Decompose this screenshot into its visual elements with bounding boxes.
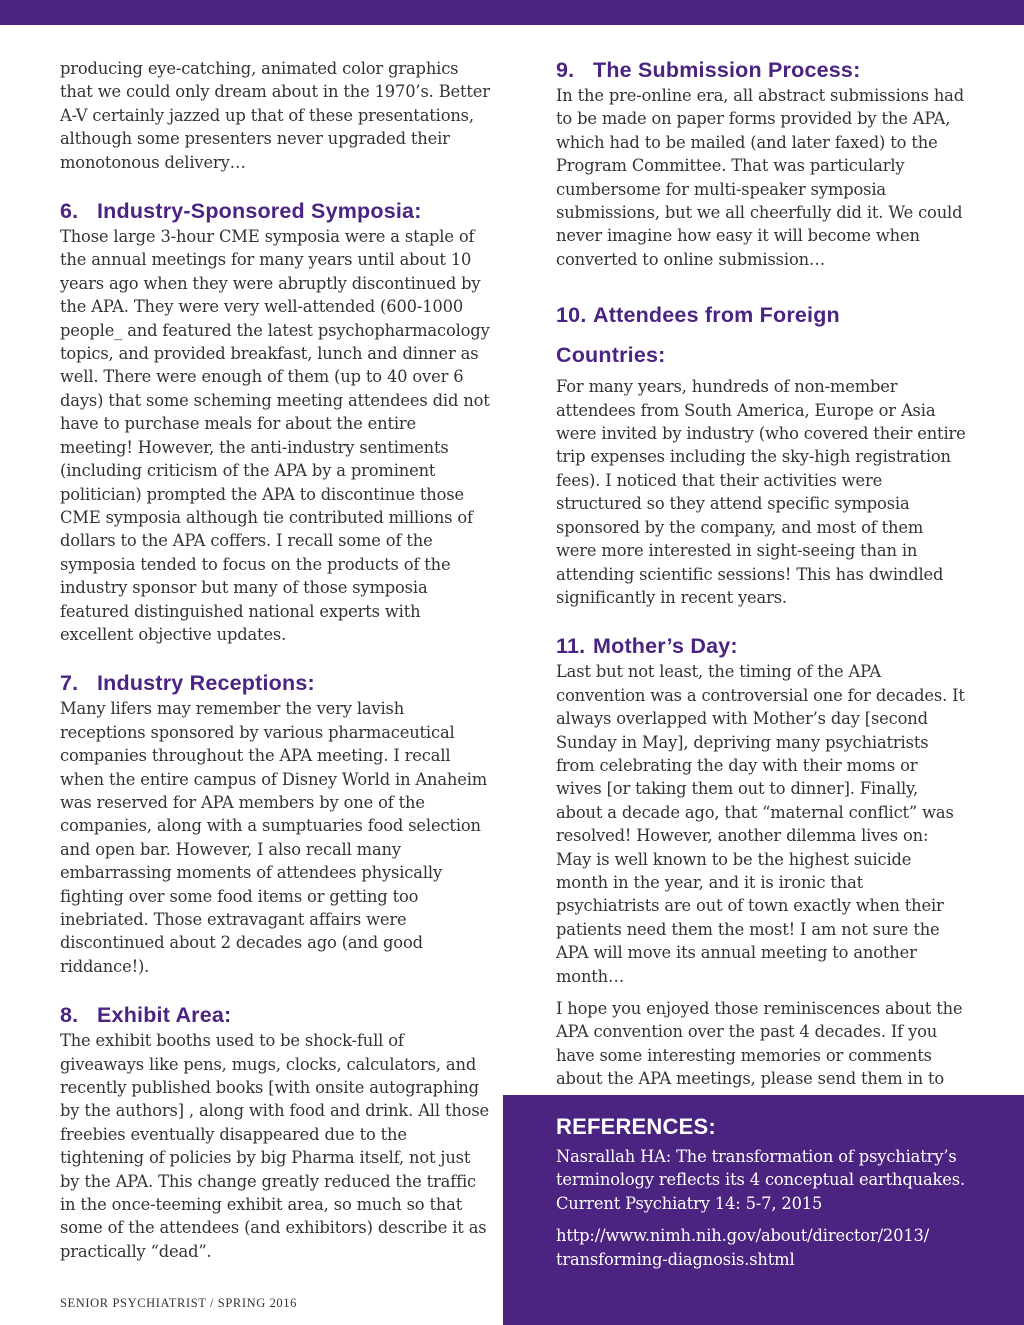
section-9-title: The Submission Process: xyxy=(593,58,861,82)
section-10-heading xyxy=(556,295,968,375)
section-7-number: 7. xyxy=(60,671,79,696)
section-6-heading xyxy=(60,198,490,225)
section-8-title: Exhibit Area: xyxy=(97,1003,232,1028)
references-box xyxy=(503,1095,1024,1325)
section-9-number: 9. xyxy=(556,58,575,82)
section-8-number: 8. xyxy=(60,1003,79,1028)
page-footer: SENIOR PSYCHIATRIST / SPRING 2016 xyxy=(60,1296,297,1310)
section-11-number: 11. xyxy=(556,634,586,659)
section-6-body: Those large 3-hour CME symposia were a staple of the annual meetings for many years until about 10 years ago when they were abruptly discontinued by the APA. They were very well-attended (600-1000 people_ and featured the latest psychopharmacology topics, and provided breakfast, lunch and dinner as well. There were enough of them (up to 40 over 6 days) that some scheming meeting attendees did not have to purchase meals for about the entire meeting! However, the anti-industry sentiments (including criticism of the APA by a prominent politician) prompted the APA to discontinue those CME symposia although tie contributed millions of dollars to the APA coffers. I recall some of the symposia tended to focus on the products of the industry sponsor but many of those symposia featured distinguished national experts with excellent objective updates. xyxy=(60,227,490,644)
section-9 xyxy=(556,57,968,271)
section-7 xyxy=(60,670,490,978)
right-column xyxy=(556,57,968,1114)
closing-paragraph: I hope you enjoyed those reminiscences about the APA convention over the past 4 decades. If you have some interesting memories or comments about the APA meetings, please send them in to xyxy=(556,999,963,1089)
section-8 xyxy=(60,1002,490,1263)
top-accent-bar xyxy=(0,0,1024,25)
section-8-body: The exhibit booths used to be shock-full of giveaways like pens, mugs, clocks, calculators, and recently published books [with onsite autographing by the authors] , along with food and drink. All those freebies eventually disappeared due to the tightening of policies by big Pharma itself, not just by the APA. This change greatly reduced the traffic in the once-teeming exhibit area, so much so that some of the attendees (and exhibitors) describe it as practically “dead”. xyxy=(60,1031,490,1261)
references-content xyxy=(556,1113,986,1271)
section-8-heading xyxy=(60,1002,490,1029)
section-11-heading xyxy=(556,633,968,660)
section-11-title: Mother’s Day: xyxy=(593,634,738,659)
left-column xyxy=(60,57,490,1263)
section-9-body: In the pre-online era, all abstract submissions had to be made on paper forms provided by the APA, which had to be mailed (and later faxed) to the Program Committee. That was particularly cumbersome for multi-speaker symposia submissions, but we all cheerfully did it. We could never imagine how easy it will become when converted to online submission… xyxy=(556,86,965,269)
section-6-title: Industry-Sponsored Symposia: xyxy=(97,199,422,224)
section-10 xyxy=(556,295,968,609)
section-7-heading xyxy=(60,670,490,697)
intro-section xyxy=(60,57,490,174)
section-10-number: 10. xyxy=(556,303,587,328)
intro-paragraph: producing eye-catching, animated color graphics that we could only dream about in the 1970’s. Better A-V certainly jazzed up that of these presentations, although some presenters never upgraded their monotonous delivery… xyxy=(60,59,490,172)
reference-1: Nasrallah HA: The transformation of psychiatry’s terminology reflects its 4 conceptual earthquakes. Current Psychiatry 14: 5-7, 2015 xyxy=(556,1147,965,1213)
section-6 xyxy=(60,198,490,646)
section-11-body: Last but not least, the timing of the APA convention was a controversial one for decades. It always overlapped with Mother’s day [second Sunday in May], depriving many psychiatrists from celebrating the day with their moms or wives [or taking them out to dinner]. Finally, about a decade ago, that “maternal conflict” was resolved! However, another dilemma lives on: May is well known to be the highest suicide month in the year, and it is ironic that psychiatrists are out of town exactly when their patients need them the most! I am not sure the APA will move its annual meeting to another month… xyxy=(556,662,965,986)
section-10-title-line1: Attendees from Foreign xyxy=(593,303,840,328)
section-10-title-line2: Countries: xyxy=(556,343,666,368)
section-7-title: Industry Receptions: xyxy=(97,671,315,696)
section-9-heading xyxy=(556,57,968,84)
section-6-number: 6. xyxy=(60,199,79,224)
section-10-body: For many years, hundreds of non-member attendees from South America, Europe or Asia were invited by industry (who covered their entire trip expenses including the sky-high registration fees). I noticed that their activities were structured so they attend specific symposia sponsored by the company, and most of them were more interested in sight-seeing than in attending scientific sessions! This has dwindled significantly in recent years. xyxy=(556,377,966,607)
section-11 xyxy=(556,633,968,1114)
references-heading: REFERENCES: xyxy=(556,1114,716,1139)
reference-2: http://www.nimh.nih.gov/about/director/2013/ transforming-diagnosis.shtml xyxy=(556,1226,930,1269)
section-7-body: Many lifers may remember the very lavish receptions sponsored by various pharmaceutical companies throughout the APA meeting. I recall when the entire campus of Disney World in Anaheim was reserved for APA members by one of the companies, along with a sumptuaries food selection and open bar. However, I also recall many embarrassing moments of attendees physically fighting over some food items or getting too inebriated. Those extravagant affairs were discontinued about 2 decades ago (and good riddance!). xyxy=(60,699,488,976)
